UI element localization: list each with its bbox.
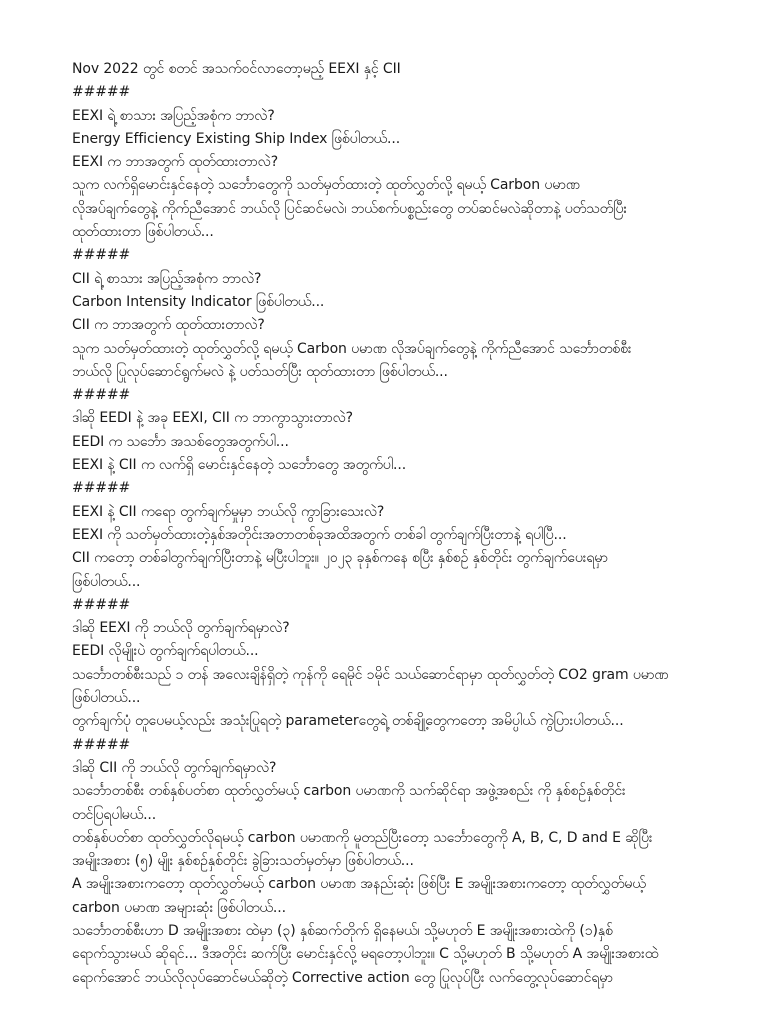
answer-line: EEXI ကို သတ်မှတ်ထားတဲ့နှစ်အတိုင်းအတာတစ်ခုအထိအတွက် တစ်ခါ တွက်ချက်ပြီးတာနဲ့ ရပါပြီ...: [72, 526, 567, 543]
answer-line: သင်္ဘောတစ်စီးသည် ၁ တန် အလေးချိန်ရှိတဲ့ ကုန်ကို ရေမိုင် ၁မိုင် သယ်ဆောင်ရာမှာ ထုတ်လွှတ်တဲ့ CO2 gram ပမာဏ: [72, 666, 669, 683]
answer-line: တင်ပြရပါမယ်...: [72, 806, 157, 823]
answer-line: A အမျိုးအစားကတော့ ထုတ်လွှတ်မယ့် carbon ပမာဏ အနည်းဆုံး ဖြစ်ပြီး E အမျိုးအစားကတော့ ထုတ်လွှတ်မယ့်: [72, 876, 646, 893]
answer-line: EEDI လိုမျိုးပဲ တွက်ချက်ရပါတယ်...: [72, 643, 259, 660]
question-line: CII က ဘာအတွက် ထုတ်ထားတာလဲ?: [72, 317, 265, 334]
question-line: EEXI က ဘာအတွက် ထုတ်ထားတာလဲ?: [72, 154, 279, 171]
answer-line: လိုအပ်ချက်တွေနဲ့ ကိုက်ညီအောင် ဘယ်လို ပြင်ဆင်မလဲ၊ ဘယ်စက်ပစ္စည်းတွေ တပ်ဆင်မလဲဆိုတာနဲ့ ပတ်သတ်ပြီး: [72, 200, 627, 217]
document-title: Nov 2022 တွင် စတင် အသက်ဝင်လာတော့မည့် EEXI နှင့် CII: [72, 61, 401, 77]
answer-line: ရောက်အောင် ဘယ်လိုလုပ်ဆောင်မယ်ဆိုတဲ့ Corrective action တွေ ပြုလုပ်ပြီး လက်တွေ့လုပ်ဆောင်ရမှာ: [72, 969, 613, 986]
answer-line: Energy Efficiency Existing Ship Index ဖြစ်ပါတယ်...: [72, 130, 401, 147]
answer-line: carbon ပမာဏ အများဆုံး ဖြစ်ပါတယ်...: [72, 899, 286, 916]
section-divider: #####: [72, 596, 131, 613]
section-divider: #####: [72, 247, 131, 264]
answer-line: သင်္ဘောတစ်စီးဟာ D အမျိုးအစား ထဲမှာ (၃) နှစ်ဆက်တိုက် ရှိနေမယ်၊ သို့မဟုတ် E အမျိုးအစားထဲကို (၁)နှစ်: [72, 922, 613, 939]
answer-line: ထုတ်ထားတာ ဖြစ်ပါတယ်...: [72, 224, 214, 241]
section-divider: #####: [72, 84, 131, 101]
answer-line: တစ်နှစ်ပတ်စာ ထုတ်လွှတ်လိုရမယ့် carbon ပမာဏကို မူတည်ပြီးတော့ သင်္ဘောတွေကို A, B, C, D and E ဆိုပြီး: [72, 829, 653, 846]
question-line: ဒါဆို EEXI ကို ဘယ်လို တွက်ချက်ရမှာလဲ?: [72, 620, 290, 637]
section-divider: #####: [72, 736, 131, 753]
section-divider: #####: [72, 387, 131, 404]
question-line: ဒါဆို CII ကို ဘယ်လို တွက်ချက်ရမှာလဲ?: [72, 759, 277, 776]
answer-line: ဖြစ်ပါတယ်...: [72, 690, 141, 707]
question-line: CII ရဲ့ စာသား အပြည့်အစုံက ဘာလဲ?: [72, 270, 262, 287]
answer-line: ဘယ်လို ပြုလုပ်ဆောင်ရွက်မလဲ နဲ့ ပတ်သတ်ပြီး ထုတ်ထားတာ ဖြစ်ပါတယ်...: [72, 363, 448, 380]
question-line: EEXI ရဲ့ စာသား အပြည့်အစုံက ဘာလဲ?: [72, 107, 275, 124]
question-line: EEXI နဲ့ CII ကရော တွက်ချက်မှုမှာ ဘယ်လို ကွာခြားသေးလဲ?: [72, 503, 385, 520]
answer-line: ရောက်သွားမယ် ဆိုရင်... ဒီအတိုင်း ဆက်ပြီး မောင်းနှင်လို့ မရတော့ပါဘူး။ C သို့မဟုတ် B သို့မဟုတ် A အမျိုးအစားထဲ: [72, 946, 659, 963]
answer-line: တွက်ချက်ပုံ တူပေမယ့်လည်း အသုံးပြုရတဲ့ parameterတွေရဲ့ တစ်ချို့တွေကတော့ အမိပ္ပါယ် ကွဲပြားပါတယ်...: [72, 713, 624, 730]
answer-line: EEDI က သင်္ဘော အသစ်တွေအတွက်ပါ...: [72, 433, 289, 450]
answer-line: သူက သတ်မှတ်ထားတဲ့ ထုတ်လွှတ်လို့ ရမယ့် Carbon ပမာဏ လိုအပ်ချက်တွေနဲ့ ကိုက်ညီအောင် သင်္ဘောတစ်စီး: [72, 340, 632, 357]
answer-line: EEXI နဲ့ CII က လက်ရှိ မောင်းနှင်နေတဲ့ သင်္ဘောတွေ အတွက်ပါ...: [72, 457, 407, 474]
section-divider: #####: [72, 480, 131, 497]
answer-line: ဖြစ်ပါတယ်...: [72, 573, 141, 590]
answer-line: CII ကတော့ တစ်ခါတွက်ချက်ပြီးတာနဲ့ မပြီးပါဘူး။ ၂၀၂၃ ခုနှစ်ကနေ စပြီး နှစ်စဉ် နှစ်တိုင်း တွက်ချက်ပေးရမှာ: [72, 550, 608, 567]
answer-line: သင်္ဘောတစ်စီး တစ်နှစ်ပတ်စာ ထုတ်လွှတ်မယ့် carbon ပမာဏကို သက်ဆိုင်ရာ အဖွဲ့အစည်း ကို နှစ်စဉ်နှစ်တိုင်း: [72, 783, 626, 800]
answer-line: Carbon Intensity Indicator ဖြစ်ပါတယ်...: [72, 293, 325, 310]
answer-line: သူက လက်ရှိမောင်းနှင်နေတဲ့ သင်္ဘောတွေကို သတ်မှတ်ထားတဲ့ ထုတ်လွှတ်လို့ ရမယ့် Carbon ပမာဏ: [72, 177, 580, 194]
question-line: ဒါဆို EEDI နဲ့ အခု EEXI, CII က ဘာကွာသွားတာလဲ?: [72, 410, 353, 427]
answer-line: အမျိုးအစား (၅) မျိုး နှစ်စဉ်နှစ်တိုင်း ခွဲခြားသတ်မှတ်မှာ ဖြစ်ပါတယ်...: [72, 853, 414, 870]
